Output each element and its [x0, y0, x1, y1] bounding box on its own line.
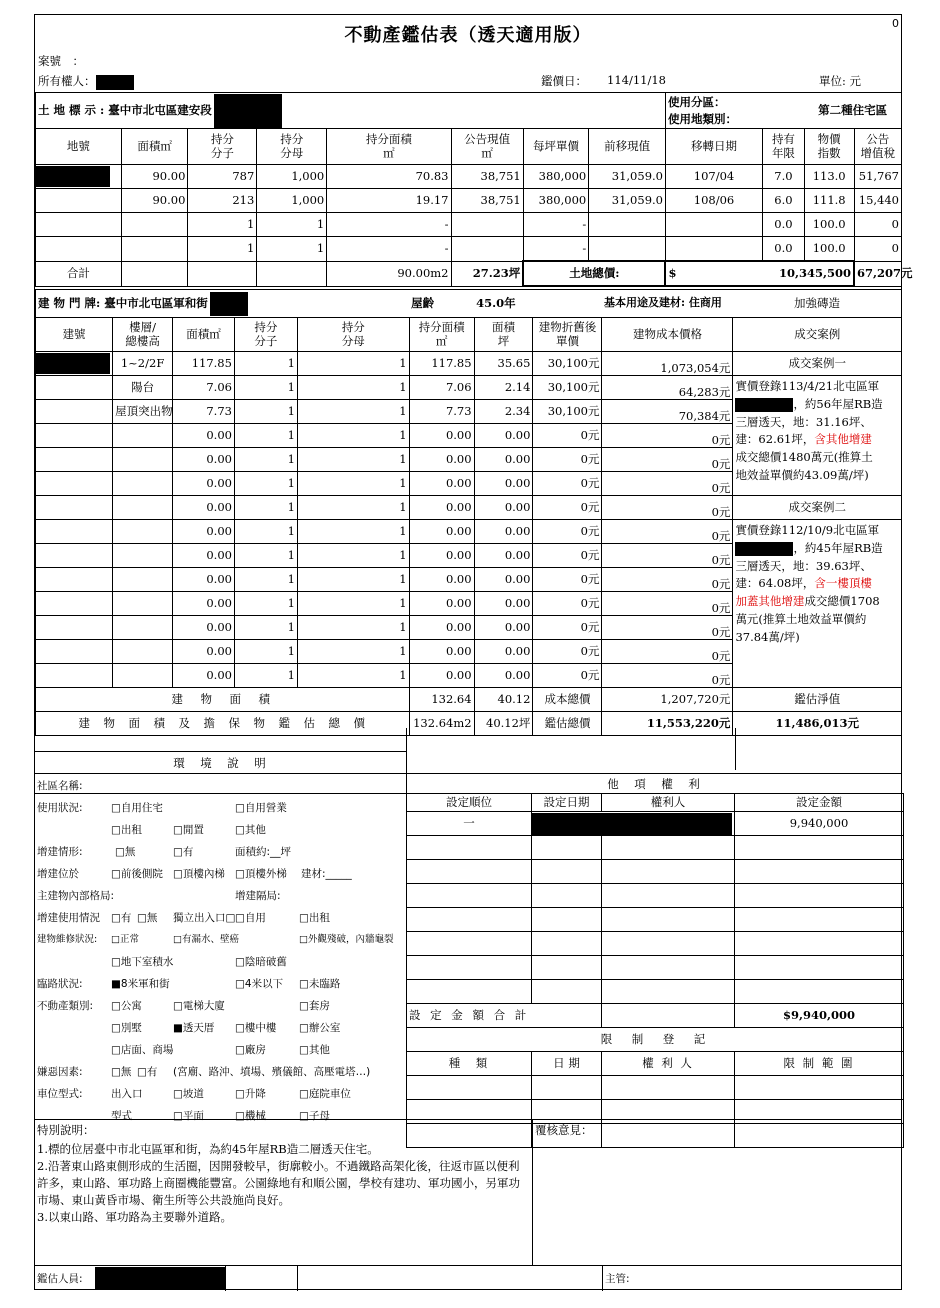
land-col-index: 物價 指數 [804, 129, 854, 165]
parking-flat-checkbox[interactable]: □ 平面 [173, 1105, 204, 1127]
building-row: 0.00 1 1 0.00 0.00 0元 0元 實價登錄112/10/9北屯區軍 ，約45年屋RB造 三層透天，地：39.63坪、 建：64.08坪，含一樓頂樓 加蓋其他增建成交總價1708 萬元(推算土地效益單價約 37.84萬/坪) [36, 520, 902, 544]
land-row: 1 1 - - 0.0 100.0 0 [36, 213, 902, 237]
building-row: 屋頂突出物 7.73 1 1 7.73 2.34 30,100元 70,384元 [36, 400, 902, 424]
case2-title: 成交案例二 [733, 496, 902, 520]
land-total-row: 合計 90.00m2 27.23坪 土地總價: $ 10,345,500 67,207元 [36, 261, 902, 286]
env-fields: 使用狀況: □ 自用住宅 □ 自用營業 □ 出租 □ 閒置 □ 其他 增建情形: □ 無 □ 有 面積約:__坪 增建位於 □ 前後側院 □ 頂樓內梯 □ 頂樓外梯 建材:_____ 主建物內部格局: 增建隔局: 增建使用情況 □ 有 □ 無 獨立出入口□ □ 自用 □ 出租 建物維修狀況: □ 正常 □ 有漏水、壁癌 □ 外觀殘破，內牆龜裂 □ 地下室積水 □ 陰暗破舊 臨路狀況: ■8米軍和街 □ 4米以下 □ 未臨路 不動產類別: □ 公寓 □ 電梯大廈 □ 套房 □ 別墅 ■透天厝 □ 樓中樓 □ 辦公室 □ 店面、商場 □ 廠房 □ 其他 嫌惡因素: □ 無 □ 有 (宮廟、路沖、墳場、殯儀館、高壓電塔…) 車位型式: 出入口 □ 坡道 □ 升降 □ 庭院車位 型式 □ 平面 □ 機械 □ 子母 [37, 797, 114, 1127]
land-total-ping: 27.23坪 [451, 261, 523, 286]
type-townhouse-checked[interactable]: ■透天厝 [173, 1022, 215, 1034]
supervisor-label: 主管: [605, 1273, 630, 1285]
land-col-announced: 公告現值 ㎡ [451, 129, 523, 165]
type-shop-checkbox[interactable]: □ 店面、商場 [111, 1039, 173, 1061]
land-section-redacted [214, 94, 282, 128]
maint-normal-checkbox[interactable]: □ 正常 [111, 929, 139, 951]
land-label-cell: 土 地 標 示 : 臺中市北屯區建安段 [36, 93, 452, 129]
material: 加強磚造 [733, 290, 902, 318]
case1-redacted [735, 398, 793, 412]
rights-holder-redacted [532, 813, 732, 835]
parking-ramp-checkbox[interactable]: □ 坡道 [173, 1083, 204, 1105]
land-col-share-area: 持分面積 ㎡ [327, 129, 451, 165]
type-other-checkbox[interactable]: □ 其他 [299, 1039, 330, 1061]
land-row: 1 1 - - 0.0 100.0 0 [36, 237, 902, 262]
case2-redacted [735, 542, 793, 556]
case1-title: 成交案例一 [733, 352, 902, 376]
maint-worn-checkbox[interactable]: □ 外觀殘破，內牆龜裂 [299, 929, 394, 951]
type-suite-checkbox[interactable]: □ 套房 [299, 995, 330, 1017]
ext-roof-out-checkbox[interactable]: □ 頂樓外梯 [235, 863, 287, 885]
land-total-price-label: 土地總價: [523, 261, 665, 286]
page-number: 0 [892, 17, 899, 30]
land-header-row [36, 129, 902, 165]
lot-redacted [36, 166, 110, 187]
land-total-tax: 67,207元 [854, 261, 902, 286]
zoning-labels: 使用分區： 使用地類別： [665, 93, 804, 129]
form-title: 不動產鑑估表（透天適用版） [344, 25, 592, 46]
use-label: 基本用途及建材: 住商用 [602, 290, 733, 318]
building-row: 0.00 1 1 0.00 0.00 0元 0元 成交案例二 [36, 496, 902, 520]
building-row: 0.00 1 1 0.00 0.00 0元 0元 [36, 424, 902, 448]
building-row: 0.00 1 1 0.00 0.00 0元 0元 [36, 472, 902, 496]
parking-lift-checkbox[interactable]: □ 升降 [235, 1083, 266, 1105]
road-narrow-checkbox[interactable]: □ 4米以下 [235, 973, 283, 995]
land-col-area: 面積㎡ [121, 129, 188, 165]
building-no-redacted [36, 353, 110, 374]
building-row: 0.00 1 1 0.00 0.00 0元 0元 [36, 592, 902, 616]
case1-text: 實價登錄113/4/21北屯區軍 ，約56年屋RB造 三層透天，地：31.16坪、 建：62.61坪，含其他增建 成交總價1480萬元(推算土 地效益單價約43.09萬/坪) [733, 376, 902, 496]
land-col-prev: 前移現值 [589, 129, 666, 165]
review-label: 覆核意見： [535, 1123, 593, 1137]
usage-other-checkbox[interactable]: □ 其他 [235, 819, 266, 841]
usage-self-checkbox[interactable]: □ 自用住宅 [111, 797, 163, 819]
notes-label: 特別說明： [37, 1123, 95, 1137]
building-row: 陽台 7.06 1 1 7.06 2.14 30,100元 64,283元 實價登錄113/4/21北屯區軍 ，約56年屋RB造 三層透天，地：31.16坪、 建：62.61坪，含其他增建 成交總價1480萬元(推算土 地效益單價約43.09萬/坪) [36, 376, 902, 400]
land-col-years: 持有 年限 [763, 129, 805, 165]
type-office-checkbox[interactable]: □ 辦公室 [299, 1017, 340, 1039]
building-row: 1~2/2F 117.85 1 1 117.85 35.65 30,100元 1,073,054元 成交案例一 [36, 352, 902, 376]
owner-label: 所有權人： [38, 73, 134, 90]
env-title: 環 境 說 明 [173, 756, 268, 770]
type-villa-checkbox[interactable]: □ 別墅 [111, 1017, 142, 1039]
type-factory-checkbox[interactable]: □ 廠房 [235, 1039, 266, 1061]
building-area-row: 建 物 面 積 132.64 40.12 成本總價 1,207,720元 鑑估淨值 [36, 688, 902, 712]
rights-title: 他 項 權 利 [607, 777, 702, 791]
owner-redacted [96, 75, 134, 90]
appraiser-label: 鑑估人員: [37, 1273, 83, 1285]
land-col-date: 移轉日期 [665, 129, 762, 165]
ext-roof-in-checkbox[interactable]: □ 頂樓內梯 [173, 863, 225, 885]
nuisance-no-checkbox[interactable]: □ 無 [111, 1061, 131, 1083]
ext-use-no-checkbox[interactable]: □ 無 [137, 907, 157, 929]
usage-rent-checkbox[interactable]: □ 出租 [111, 819, 142, 841]
building-header-row: 建號 樓層/ 總樓高 面積㎡ 持分 分子 持分 分母 持分面積 ㎡ 面積 坪 建物折舊後 單價 建物成本價格 成交案例 [36, 318, 902, 352]
parking-mech-checkbox[interactable]: □ 機械 [235, 1105, 266, 1127]
appraisal-total: 11,553,220元 [602, 712, 733, 736]
nuisance-yes-checkbox[interactable]: □ 有 [137, 1061, 157, 1083]
road-none-checkbox[interactable]: □ 未臨路 [299, 973, 340, 995]
case2-text: 實價登錄112/10/9北屯區軍 ，約45年屋RB造 三層透天，地：39.63坪、 建：64.08坪，含一樓頂樓 加蓋其他增建成交總價1708 萬元(推算土地效益單價約 37.84萬/坪) [733, 520, 902, 664]
building-row: 0.00 1 1 0.00 0.00 0元 0元 [36, 544, 902, 568]
building-row: 0.00 1 1 0.00 0.00 0元 0元 [36, 640, 902, 664]
building-row: 0.00 1 1 0.00 0.00 0元 0元 [36, 568, 902, 592]
appraiser-redacted [95, 1267, 225, 1289]
type-apartment-checkbox[interactable]: □ 公寓 [111, 995, 142, 1017]
case-no-label: 案號 ： [38, 54, 84, 68]
notes-text: 1.標的位居臺中市北屯區軍和街，為約45年屋RB造二層透天住宅。 2.沿著東山路東側形成的生活圈，因開發較早，街廓較小。不過鐵路高架化後，往返市區以便利許多，東山路、軍功路上商圈機能豐富。公園綠地有和順公園，學校有建功、軍功國小，另軍功市場、東山黃昏市場、衛生所等公共設施尚良好。 3.以東山路、軍功路為主要聯外道路。 [37, 1142, 520, 1224]
ext-use-rent-checkbox[interactable]: □ 出租 [299, 907, 330, 929]
usage-idle-checkbox[interactable]: □ 閒置 [173, 819, 204, 841]
appraisal-date: 114/11/18 [607, 73, 666, 87]
maint-dark-checkbox[interactable]: □ 陰暗破舊 [235, 951, 287, 973]
extension-no-checkbox[interactable]: □ 無 [115, 841, 135, 863]
parking-yard-checkbox[interactable]: □ 庭院車位 [299, 1083, 351, 1105]
age-value: 45.0年 [474, 290, 602, 318]
ext-use-self-checkbox[interactable]: □ 自用 [235, 907, 266, 929]
land-row: 90.00 787 1,000 70.83 38,751 380,000 31,059.0 107/04 7.0 113.0 51,767 [36, 165, 902, 189]
appraisal-date-label: 鑑價日： [541, 74, 587, 88]
usage-business-checkbox[interactable]: □ 自用營業 [235, 797, 287, 819]
unit-label: 單位: 元 [819, 74, 862, 88]
type-loft-checkbox[interactable]: □ 樓中樓 [235, 1017, 276, 1039]
ext-yard-checkbox[interactable]: □ 前後側院 [111, 863, 163, 885]
maint-leak-checkbox[interactable]: □ 有漏水、壁癌 [173, 929, 239, 951]
appraisal-form [34, 14, 913, 1290]
land-col-num: 持分 分子 [188, 129, 257, 165]
land-col-lot: 地號 [36, 129, 122, 165]
type-elevator-checkbox[interactable]: □ 電梯大廈 [173, 995, 225, 1017]
land-col-den: 持分 分母 [257, 129, 327, 165]
parking-stack-checkbox[interactable]: □ 子母 [299, 1105, 330, 1127]
rights-table: 設定順位 設定日期 權利人 設定金額 一 9,940,000 設 定 金 額 合 計 $9,940,000 限 制 登 記 種 類 日 期 權 利 人 限 制 範 圍 [406, 793, 904, 1148]
land-col-price: 每坪單價 [523, 129, 588, 165]
building-row: 0.00 1 1 0.00 0.00 0元 0元 [36, 664, 902, 688]
community-label: 社區名稱: [37, 780, 83, 792]
ext-use-yes-checkbox[interactable]: □ 有 [111, 907, 131, 929]
ext-use-entry-checkbox[interactable] [226, 912, 236, 924]
building-label-cell: 建 物 門 牌: 臺中市北屯區軍和街 [36, 290, 410, 318]
building-row: 0.00 1 1 0.00 0.00 0元 0元 [36, 448, 902, 472]
age-label: 屋齡 [409, 290, 474, 318]
land-col-tax: 公告 增值稅 [854, 129, 902, 165]
land-table [35, 92, 913, 287]
grand-total-row: 建 物 面 積 及 擔 保 物 鑑 估 總 價 132.64m2 40.12坪 鑑估總價 11,553,220元 11,486,013元 [36, 712, 902, 736]
zoning-value: 第二種住宅區 [804, 93, 901, 129]
land-row: 90.00 213 1,000 19.17 38,751 380,000 31,059.0 108/06 6.0 111.8 15,440 [36, 189, 902, 213]
land-total-area: 90.00m2 [327, 261, 451, 286]
net-value: 11,486,013元 [733, 712, 902, 736]
land-total-price: $ 10,345,500 [665, 261, 854, 286]
maint-water-checkbox[interactable]: □ 地下室積水 [111, 951, 173, 973]
building-table [35, 289, 902, 736]
road-checked[interactable]: ■8米軍和街 [111, 978, 170, 990]
extension-yes-checkbox[interactable]: □ 有 [173, 841, 193, 863]
address-redacted [210, 292, 248, 316]
building-row: 0.00 1 1 0.00 0.00 0元 0元 [36, 616, 902, 640]
